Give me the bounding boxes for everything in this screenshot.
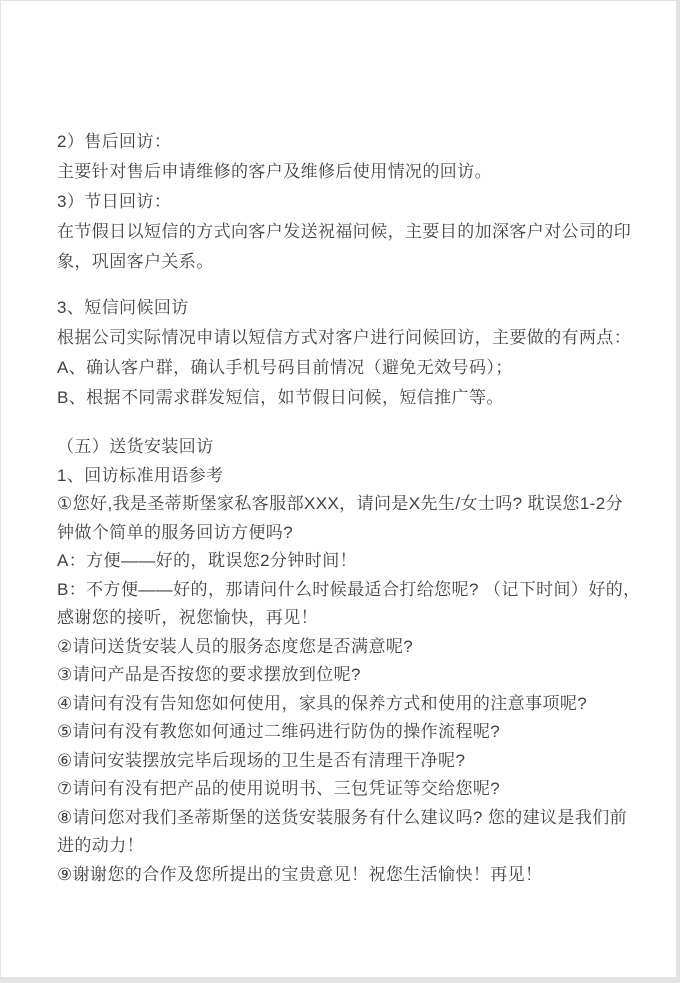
text-line: A：方便——好的，耽误您2分钟时间！ xyxy=(57,551,357,570)
text-line: （五）送货安装回访 xyxy=(57,437,214,456)
text-line: 进的动力！ xyxy=(57,836,144,855)
text-line: 象，巩固客户关系。 xyxy=(57,252,214,271)
text-line: B、根据不同需求群发短信，如节假日问候，短信推广等。 xyxy=(57,388,504,407)
text-line: 感谢您的接听，祝您愉快，再见！ xyxy=(57,608,318,627)
text-line: ⑨谢谢您的合作及您所提出的宝贵意见！祝您生活愉快！再见！ xyxy=(57,864,543,884)
text-line: B：不方便——好的，那请问什么时候最适合打给您呢? （记下时间）好的， xyxy=(57,579,641,599)
section-delivery-install xyxy=(57,433,676,889)
text-line: 钟做个简单的服务回访方便吗? xyxy=(57,522,294,542)
text-line: ①您好,我是圣蒂斯堡家私客服部XXX，请问是X先生/女士吗? 耽误您1-2分 xyxy=(57,494,623,513)
document-content xyxy=(1,1,676,889)
text-line: ③请问产品是否按您的要求摆放到位呢? xyxy=(57,665,361,684)
text-line: ⑦请问有没有把产品的使用说明书、三包凭证等交给您呢? xyxy=(57,779,501,798)
section-sms-greeting xyxy=(57,293,676,413)
text-line: ⑤请问有没有教您如何通过二维码进行防伪的操作流程呢? xyxy=(57,722,501,741)
text-line: 2）售后回访： xyxy=(57,132,172,151)
section-callback-types xyxy=(57,127,676,277)
text-line: 主要针对售后申请维修的客户及维修后使用情况的回访。 xyxy=(57,162,492,181)
text-line: ⑥请问安装摆放完毕后现场的卫生是否有清理干净呢? xyxy=(57,750,466,770)
text-line: ②请问送货安装人员的服务态度您是否满意呢? xyxy=(57,636,414,656)
text-line: A、确认客户群，确认手机号码目前情况（避免无效号码）； xyxy=(57,358,513,377)
document-page xyxy=(1,1,676,977)
text-line: 3）节日回访： xyxy=(57,192,172,211)
text-line: ⑧请问您对我们圣蒂斯堡的送货安装服务有什么建议吗? 您的建议是我们前 xyxy=(57,807,628,827)
text-line: ④请问有没有告知您如何使用，家具的保养方式和使用的注意事项呢? xyxy=(57,693,588,713)
text-line: 根据公司实际情况申请以短信方式对客户进行问候回访，主要做的有两点： xyxy=(57,328,632,347)
text-line: 3、短信问候回访 xyxy=(57,298,189,317)
text-line: 在节假日以短信的方式向客户发送祝福问候，主要目的加深客户对公司的印 xyxy=(57,222,632,241)
text-line: 1、回访标准用语参考 xyxy=(57,465,224,485)
